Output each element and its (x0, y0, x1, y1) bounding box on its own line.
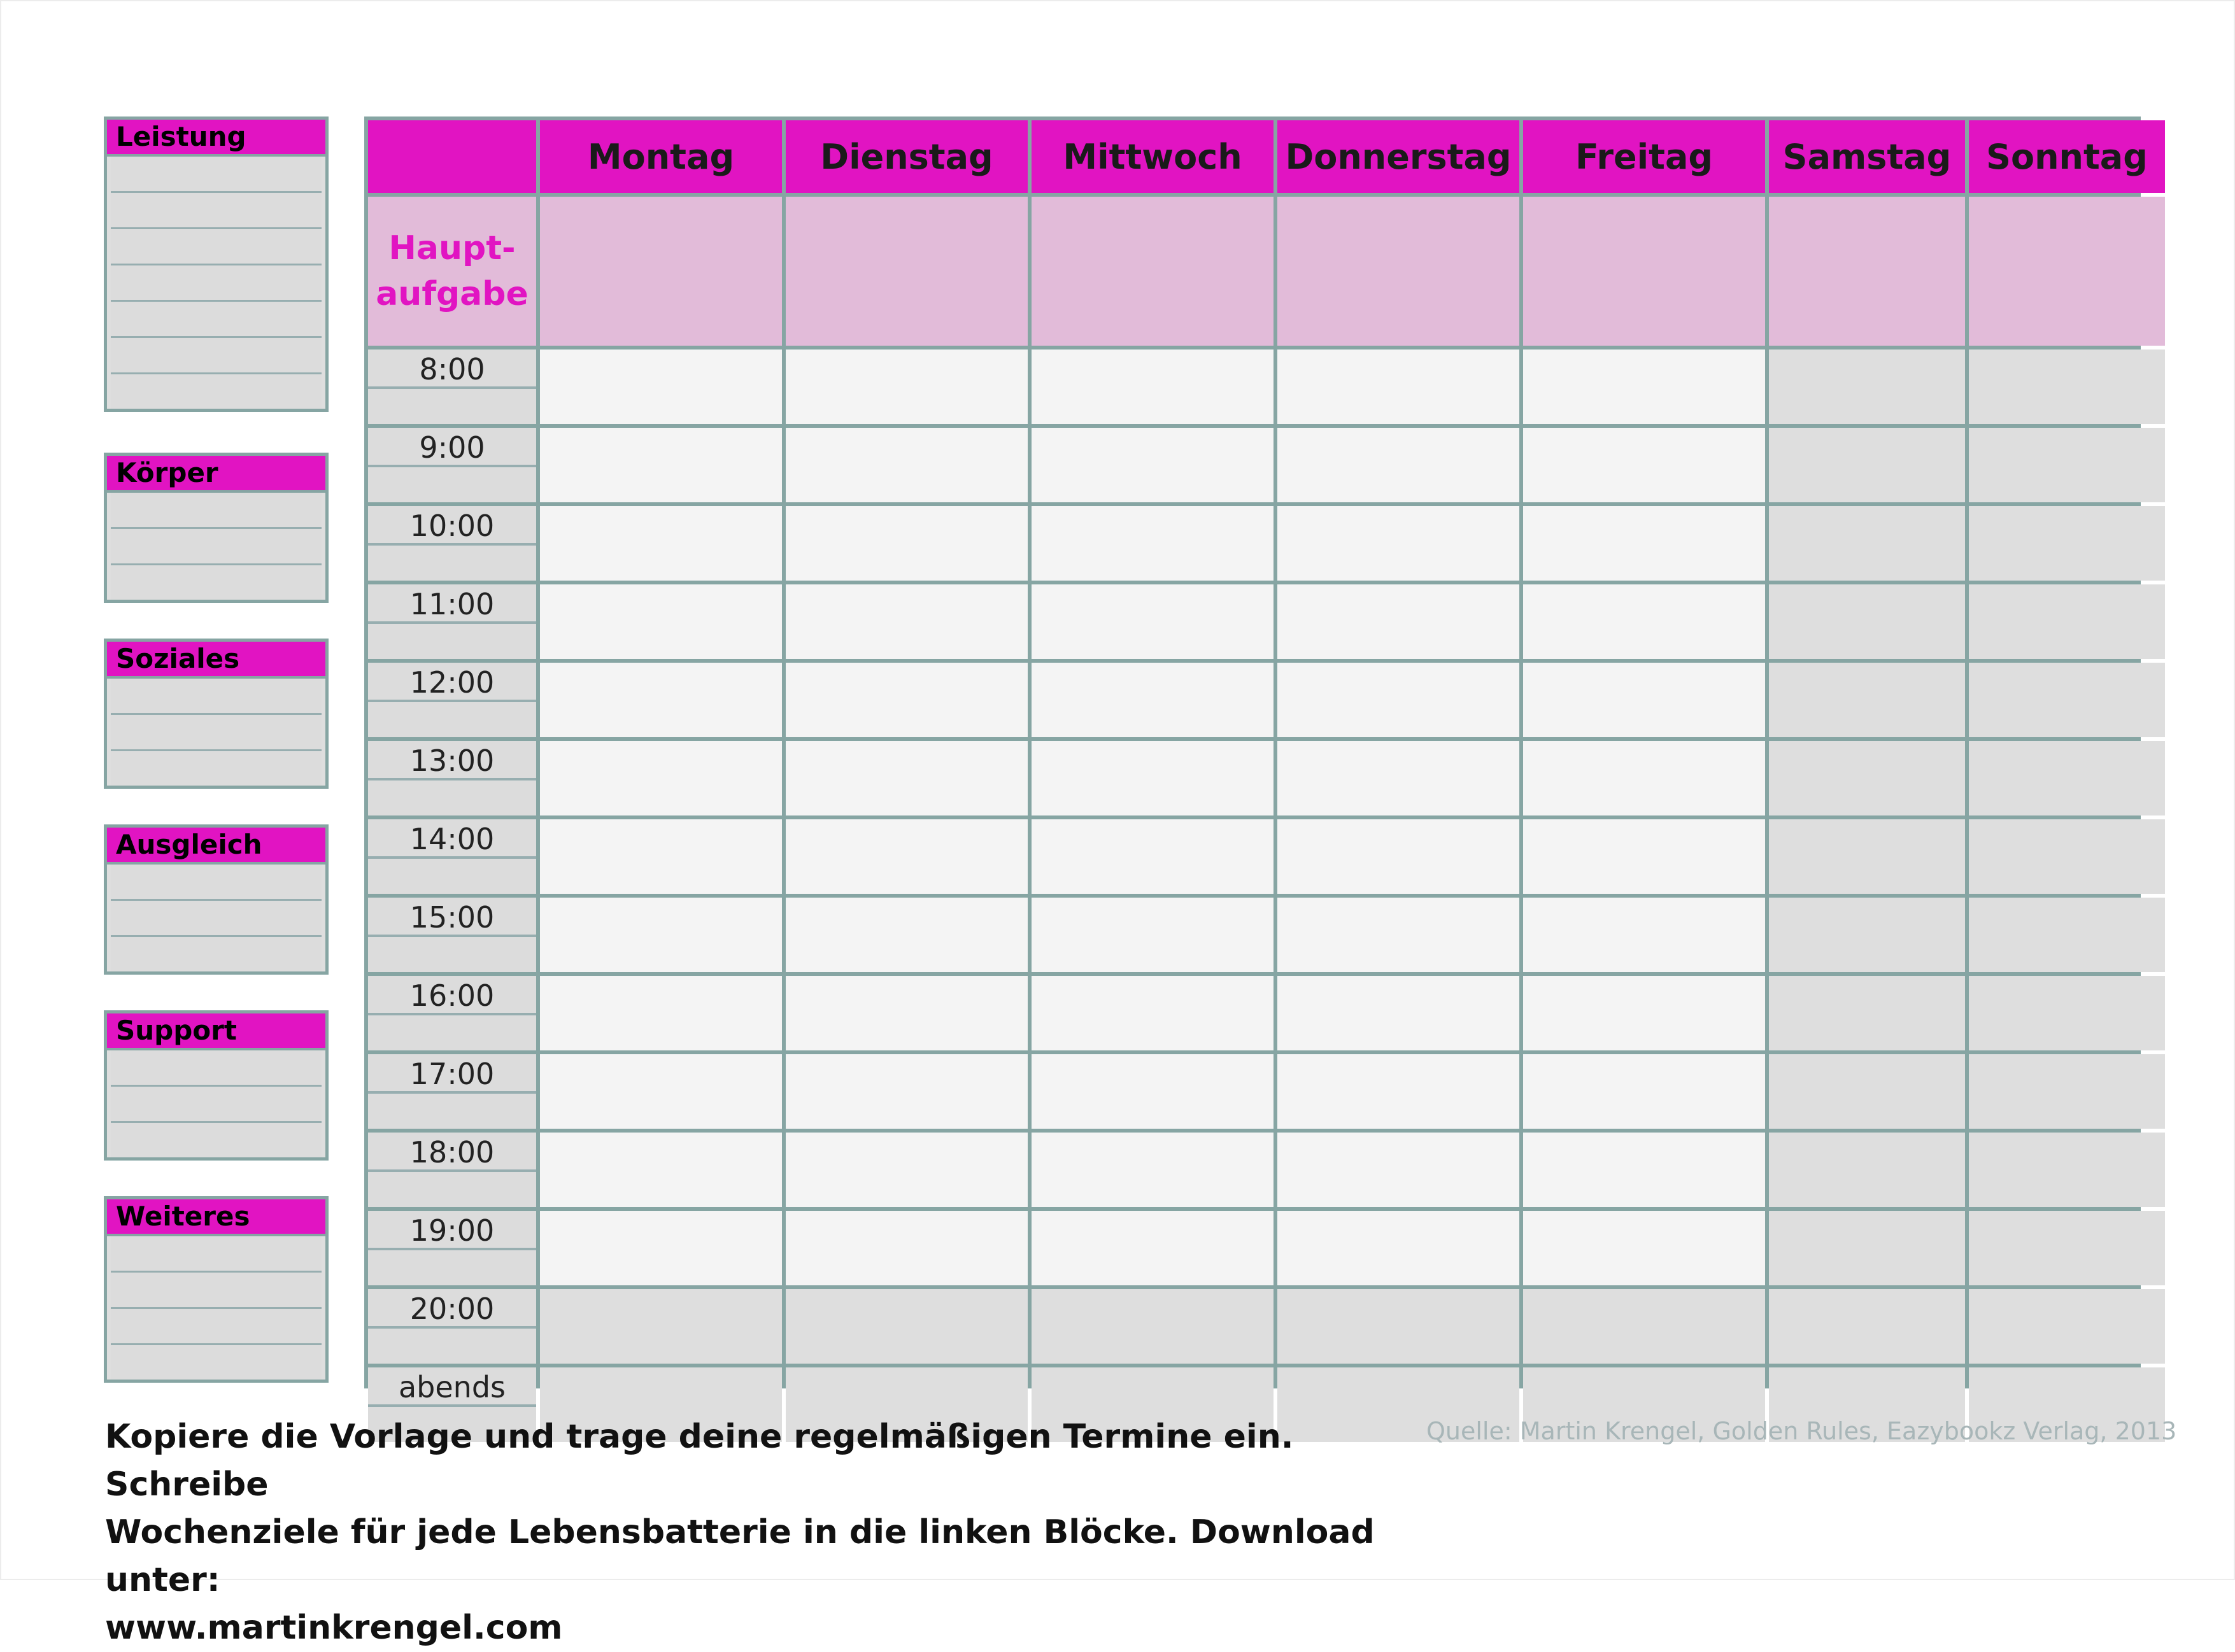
time-label: 8:00 (419, 352, 485, 386)
schedule-cell[interactable] (540, 1289, 782, 1364)
schedule-cell[interactable] (1523, 898, 1765, 972)
schedule-cell[interactable] (1032, 976, 1274, 1050)
instructions-line-2: Wochenziele für jede Lebensbatterie in die linken Blöcke. Download unter: (105, 1513, 1375, 1599)
schedule-cell[interactable] (1769, 584, 1965, 659)
schedule-cell[interactable] (1969, 584, 2165, 659)
schedule-cell[interactable] (540, 349, 782, 424)
half-hour-divider (368, 543, 536, 546)
time-slot-label (368, 1133, 536, 1207)
day-header-mittwoch: Mittwoch (1032, 120, 1274, 193)
time-slot-label (368, 741, 536, 815)
half-hour-divider (368, 1169, 536, 1172)
category-title: Körper (107, 456, 325, 493)
schedule-cell[interactable] (1032, 1211, 1274, 1285)
time-slot-label (368, 1211, 536, 1285)
schedule-cell[interactable] (1769, 1054, 1965, 1129)
half-hour-divider (368, 778, 536, 780)
schedule-cell[interactable] (1277, 1054, 1519, 1129)
schedule-cell[interactable] (786, 1211, 1028, 1285)
category-line[interactable] (111, 529, 322, 565)
schedule-cell[interactable] (1969, 506, 2165, 581)
schedule-cell[interactable] (1769, 1211, 1965, 1285)
schedule-cell[interactable] (1969, 898, 2165, 972)
half-hour-divider (368, 700, 536, 702)
category-line[interactable] (111, 565, 322, 600)
schedule-cell[interactable] (1523, 663, 1765, 737)
category-line[interactable] (111, 157, 322, 193)
time-slot-label (368, 1289, 536, 1364)
schedule-cell[interactable] (786, 349, 1028, 424)
schedule-cell[interactable] (1277, 428, 1519, 502)
schedule-cell[interactable] (1277, 349, 1519, 424)
schedule-cell[interactable] (1523, 506, 1765, 581)
half-hour-divider (368, 465, 536, 467)
category-line[interactable] (111, 937, 322, 971)
half-hour-divider (368, 1013, 536, 1015)
time-label: 15:00 (409, 900, 495, 935)
category-line[interactable] (111, 265, 322, 302)
schedule-cell[interactable] (1969, 349, 2165, 424)
category-title: Weiteres (107, 1199, 325, 1236)
category-line[interactable] (111, 901, 322, 937)
category-block-support (104, 1010, 329, 1161)
schedule-cell[interactable] (540, 663, 782, 737)
main-task-cell[interactable] (540, 197, 782, 346)
schedule-cell[interactable] (1032, 819, 1274, 894)
schedule-cell[interactable] (1969, 741, 2165, 815)
schedule-cell[interactable] (786, 584, 1028, 659)
category-line[interactable] (111, 1345, 322, 1380)
category-block-weiteres (104, 1196, 329, 1383)
schedule-cell[interactable] (540, 1133, 782, 1207)
time-slot-label (368, 349, 536, 424)
schedule-cell[interactable] (540, 428, 782, 502)
schedule-cell[interactable] (1769, 349, 1965, 424)
schedule-cell[interactable] (1277, 663, 1519, 737)
half-hour-divider (368, 1248, 536, 1250)
schedule-cell[interactable] (1032, 1289, 1274, 1364)
schedule-cell[interactable] (1523, 819, 1765, 894)
schedule-cell[interactable] (786, 1289, 1028, 1364)
schedule-cell[interactable] (786, 741, 1028, 815)
schedule-cell[interactable] (1969, 1133, 2165, 1207)
schedule-cell[interactable] (1032, 663, 1274, 737)
schedule-cell[interactable] (1032, 898, 1274, 972)
schedule-cell[interactable] (786, 1054, 1028, 1129)
half-hour-divider (368, 856, 536, 859)
schedule-cell[interactable] (540, 741, 782, 815)
time-label: 10:00 (409, 509, 495, 543)
schedule-cell[interactable] (786, 1133, 1028, 1207)
schedule-cell[interactable] (1969, 819, 2165, 894)
category-block-leistung (104, 116, 329, 412)
main-task-cell[interactable] (786, 197, 1028, 346)
header-corner (368, 120, 536, 193)
day-header-sonntag: Sonntag (1969, 120, 2165, 193)
schedule-cell[interactable] (1523, 349, 1765, 424)
category-block-ausgleich (104, 824, 329, 975)
schedule-cell[interactable] (1769, 898, 1965, 972)
schedule-cell[interactable] (786, 976, 1028, 1050)
time-slot-label (368, 898, 536, 972)
category-line[interactable] (111, 751, 322, 786)
category-line[interactable] (111, 338, 322, 374)
time-label: 18:00 (409, 1135, 495, 1169)
time-slot-label (368, 819, 536, 894)
main-task-label (368, 197, 536, 346)
schedule-cell[interactable] (1969, 976, 2165, 1050)
time-label: 14:00 (409, 822, 495, 856)
main-task-cell[interactable] (1969, 197, 2165, 346)
schedule-cell[interactable] (540, 584, 782, 659)
schedule-cell[interactable] (1277, 898, 1519, 972)
half-hour-divider (368, 1404, 536, 1407)
schedule-cell[interactable] (1277, 506, 1519, 581)
schedule-cell[interactable] (1277, 741, 1519, 815)
day-header-donnerstag: Donnerstag (1277, 120, 1519, 193)
schedule-cell[interactable] (1969, 1211, 2165, 1285)
category-line[interactable] (111, 1309, 322, 1345)
schedule-cell[interactable] (786, 663, 1028, 737)
schedule-cell[interactable] (786, 428, 1028, 502)
instructions-line-1: Kopiere die Vorlage und trage deine regelmäßigen Termine ein. Schreibe (105, 1418, 1294, 1504)
category-line[interactable] (111, 374, 322, 409)
schedule-cell[interactable] (1769, 1289, 1965, 1364)
schedule-cell[interactable] (1032, 741, 1274, 815)
schedule-cell[interactable] (1523, 976, 1765, 1050)
schedule-cell[interactable] (540, 506, 782, 581)
category-line[interactable] (111, 1123, 322, 1157)
category-title: Support (107, 1013, 325, 1050)
category-line[interactable] (111, 679, 322, 715)
category-block-soziales (104, 639, 329, 789)
schedule-cell[interactable] (1523, 1054, 1765, 1129)
schedule-cell[interactable] (786, 898, 1028, 972)
schedule-cell[interactable] (1277, 1133, 1519, 1207)
schedule-cell[interactable] (1769, 741, 1965, 815)
schedule-cell[interactable] (540, 898, 782, 972)
time-label: abends (398, 1370, 506, 1404)
category-line[interactable] (111, 1273, 322, 1309)
half-hour-divider (368, 1326, 536, 1329)
category-line[interactable] (111, 302, 322, 338)
schedule-cell[interactable] (540, 819, 782, 894)
category-line[interactable] (111, 1236, 322, 1273)
schedule-cell[interactable] (1969, 663, 2165, 737)
half-hour-divider (368, 621, 536, 624)
time-label: 12:00 (409, 665, 495, 700)
day-header-montag: Montag (540, 120, 782, 193)
schedule-cell[interactable] (1769, 506, 1965, 581)
schedule-cell[interactable] (1769, 819, 1965, 894)
time-label: 16:00 (409, 978, 495, 1013)
main-task-label-line1: Haupt- (388, 229, 516, 267)
day-header-freitag: Freitag (1523, 120, 1765, 193)
schedule-cell[interactable] (1032, 584, 1274, 659)
category-title: Ausgleich (107, 828, 325, 865)
main-task-label-line2: aufgabe (376, 275, 529, 313)
schedule-cell[interactable] (1523, 1211, 1765, 1285)
schedule-cell[interactable] (1769, 1133, 1965, 1207)
schedule-cell[interactable] (1969, 1054, 2165, 1129)
schedule-cell[interactable] (1032, 428, 1274, 502)
main-task-cell[interactable] (1523, 197, 1765, 346)
schedule-cell[interactable] (786, 819, 1028, 894)
schedule-cell[interactable] (1032, 349, 1274, 424)
category-line[interactable] (111, 493, 322, 529)
schedule-cell[interactable] (1277, 1289, 1519, 1364)
schedule-cell[interactable] (1523, 741, 1765, 815)
schedule-cell[interactable] (1032, 506, 1274, 581)
schedule-cell[interactable] (1523, 1289, 1765, 1364)
weekly-planner (364, 116, 2148, 1404)
time-slot-label (368, 584, 536, 659)
time-label: 19:00 (409, 1213, 495, 1248)
schedule-cell[interactable] (1277, 1211, 1519, 1285)
category-block-koerper (104, 453, 329, 603)
main-task-cell[interactable] (1032, 197, 1274, 346)
schedule-cell[interactable] (1277, 584, 1519, 659)
category-title: Soziales (107, 642, 325, 679)
schedule-cell[interactable] (786, 506, 1028, 581)
schedule-cell[interactable] (1277, 819, 1519, 894)
schedule-cell[interactable] (1969, 1289, 2165, 1364)
category-line[interactable] (111, 715, 322, 751)
category-line[interactable] (111, 865, 322, 901)
time-label: 11:00 (409, 587, 495, 621)
time-slot-label (368, 663, 536, 737)
main-task-cell[interactable] (1277, 197, 1519, 346)
day-header-samstag: Samstag (1769, 120, 1965, 193)
schedule-cell[interactable] (1032, 1133, 1274, 1207)
half-hour-divider (368, 386, 536, 389)
time-label: 9:00 (419, 430, 485, 465)
time-label: 13:00 (409, 744, 495, 778)
schedule-cell[interactable] (1769, 976, 1965, 1050)
half-hour-divider (368, 935, 536, 937)
time-slot-label (368, 976, 536, 1050)
schedule-cell[interactable] (1969, 428, 2165, 502)
schedule-cell[interactable] (540, 1054, 782, 1129)
time-slot-label (368, 1054, 536, 1129)
schedule-cell[interactable] (540, 1211, 782, 1285)
time-slot-label (368, 506, 536, 581)
planner-grid (368, 120, 2148, 1404)
schedule-cell[interactable] (540, 976, 782, 1050)
schedule-cell[interactable] (1523, 1133, 1765, 1207)
source-credit: Quelle: Martin Krengel, Golden Rules, Eazybookz Verlag, 2013 (1426, 1417, 2177, 1445)
schedule-cell[interactable] (1523, 584, 1765, 659)
time-label: 20:00 (409, 1292, 495, 1326)
schedule-cell[interactable] (1277, 976, 1519, 1050)
time-label: 17:00 (409, 1057, 495, 1091)
instructions-text (105, 1413, 1379, 1652)
instructions-line-3: www.martinkrengel.com (105, 1609, 563, 1647)
schedule-cell[interactable] (1032, 1054, 1274, 1129)
category-line[interactable] (111, 1087, 322, 1123)
category-line[interactable] (111, 229, 322, 265)
time-slot-label (368, 428, 536, 502)
category-line[interactable] (111, 1050, 322, 1087)
schedule-cell[interactable] (1769, 663, 1965, 737)
category-line[interactable] (111, 193, 322, 229)
schedule-cell[interactable] (1769, 428, 1965, 502)
main-task-cell[interactable] (1769, 197, 1965, 346)
category-title: Leistung (107, 120, 325, 157)
half-hour-divider (368, 1091, 536, 1094)
schedule-cell[interactable] (1523, 428, 1765, 502)
day-header-dienstag: Dienstag (786, 120, 1028, 193)
